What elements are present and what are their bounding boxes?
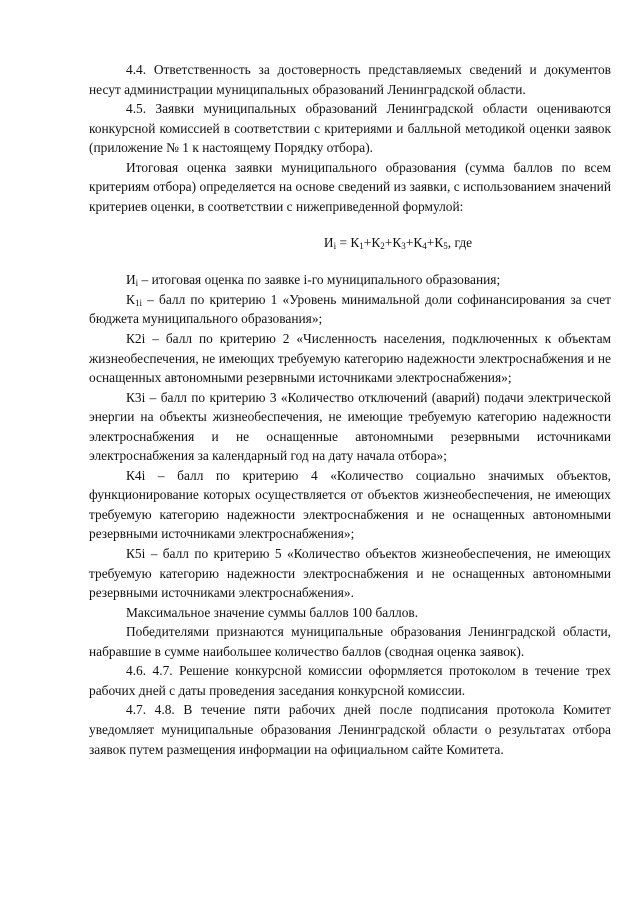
document-page — [89, 60, 611, 759]
formula-k1-sub: 1 — [359, 241, 364, 252]
paragraph-final-score: Итоговая оценка заявки муниципального образования (сумма баллов по всем критериям отбора) определяется на основе сведений из заявки, с использованием значений критериев оценки, в соответствии с нижеприведенной формулой: — [89, 159, 611, 214]
formula-equals: = — [336, 235, 351, 251]
definition-ii — [89, 270, 611, 290]
paragraph-winners: Победителями признаются муниципальные образования Ленинградской области, набравшие в сумме наибольшее количество баллов (сводная оценка заявок). — [89, 624, 611, 659]
paragraph-4-7: 4.6. 4.7. Решение конкурсной комиссии оформляется протоколом в течение трех рабочих дней с даты проведения заседания конкурсной комиссии. — [89, 663, 611, 698]
paragraph-4-5: 4.5. Заявки муниципальных образований Ленинградской области оцениваются конкурсной комиссией в соответствии с критериями и балльной методикой оценки заявок (приложение № 1 к настоящему Порядку отбора). — [89, 101, 611, 156]
definition-k1-sub: 1i — [134, 297, 142, 308]
definition-ii-sub: i — [135, 278, 139, 289]
definition-k5: К5i – балл по критерию 5 «Количество объектов жизнеобеспечения, не имеющих требуемую категорию надежности электроснабжения и не оснащенных автономными резервными источниками электроснабжения». — [89, 546, 611, 601]
definition-k1 — [89, 290, 611, 329]
definition-ii-var: И — [126, 272, 136, 288]
formula-k5: К — [434, 235, 444, 251]
formula-k2: К — [371, 235, 381, 251]
definition-k2: К2i – балл по критерию 2 «Численность населения, подключенных к объектам жизнеобеспечения, не имеющих требуемую категорию надежности электроснабжения и не оснащенных автономными резервными источниками электроснабжения»; — [89, 331, 611, 386]
formula-k2-sub: 2 — [380, 241, 385, 252]
definition-ii-text: – итоговая оценка по заявке i-го муниципального образования; — [138, 272, 501, 288]
formula-k5-sub: 5 — [443, 241, 448, 252]
formula-plus: + — [384, 235, 393, 251]
definition-k4: К4i – балл по критерию 4 «Количество социально значимых объектов, функционирование которых осуществляется от объектов жизнеобеспечения, не имеющих требуемую категорию надежности электроснабжения и не оснащенных автономными резервными источниками электроснабжения»; — [89, 467, 611, 542]
formula-k4: К — [413, 235, 423, 251]
formula-plus: + — [363, 235, 372, 251]
paragraph-4-4: 4.4. Ответственность за достоверность представляемых сведений и документов несут администрации муниципальных образований Ленинградской области. — [89, 62, 611, 97]
formula-lhs: И — [323, 235, 334, 251]
formula-plus: + — [426, 235, 435, 251]
formula-k3: К — [392, 235, 402, 251]
formula-lhs-sub: i — [333, 241, 337, 252]
definition-k3: К3i – балл по критерию 3 «Количество отключений (аварий) подачи электрической энергии на объекты жизнеобеспечения, не имеющие требуемую категорию надежности электроснабжения и не оснащенные автономными резервными источниками электроснабжения за календарный год на дату начала отбора»; — [89, 389, 611, 464]
paragraph-max-sum: Максимальное значение суммы баллов 100 баллов. — [126, 604, 419, 620]
score-formula — [89, 233, 611, 253]
formula-tail: , где — [447, 235, 473, 251]
paragraph-4-8: 4.7. 4.8. В течение пяти рабочих дней после подписания протокола Комитет уведомляет муниципальные образования Ленинградской области о результатах отбора заявок путем размещения информации на официальном сайте Комитета. — [89, 702, 611, 757]
definition-k1-var: К — [126, 291, 135, 307]
formula-plus: + — [405, 235, 414, 251]
formula-k4-sub: 4 — [422, 241, 427, 252]
formula-k1: К — [350, 235, 360, 251]
definition-k1-text: – балл по критерию 1 «Уровень минимальной доли софинансирования за счет бюджета муниципального образования»; — [89, 291, 611, 327]
formula-k3-sub: 3 — [401, 241, 406, 252]
